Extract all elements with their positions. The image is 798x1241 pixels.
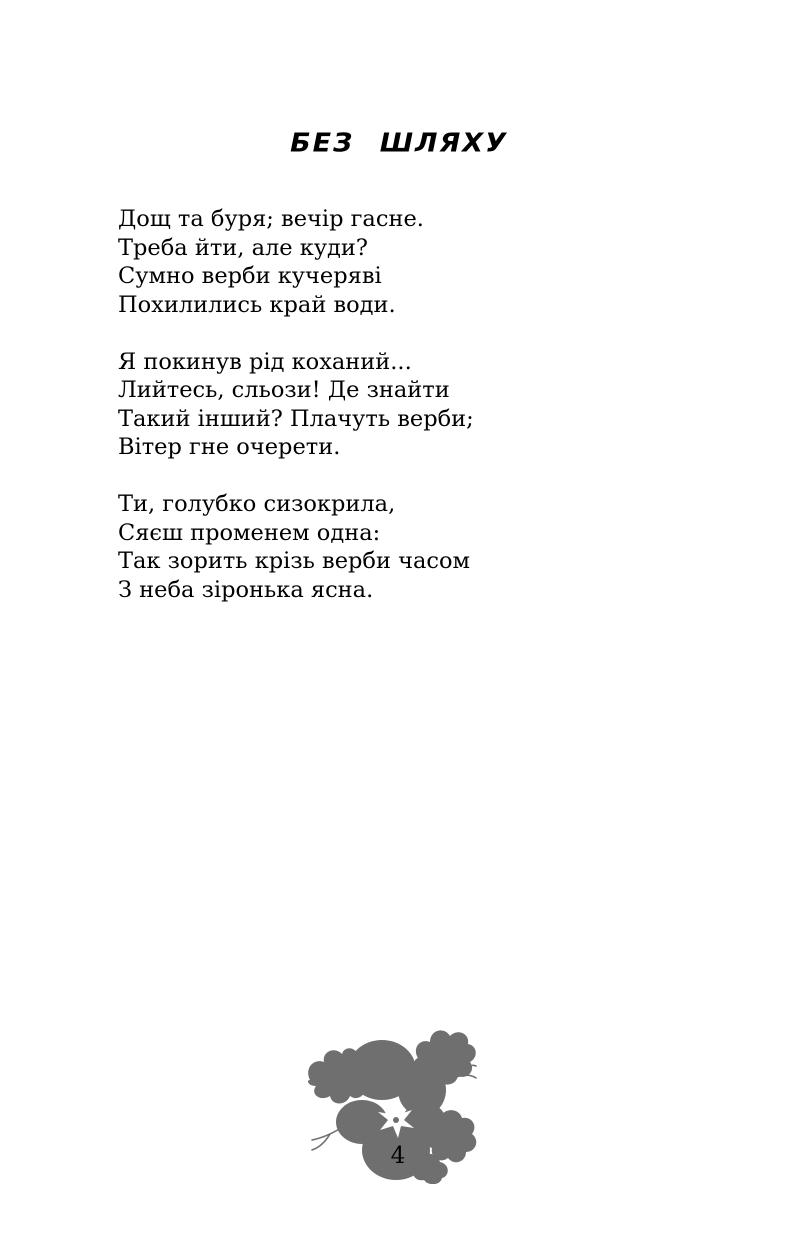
poem-line: Треба йти, але куди? <box>118 234 368 261</box>
poem-line: Сумно верби кучеряві <box>118 263 382 289</box>
poem-line: Лийтесь, сльози! Де знайти <box>118 377 450 403</box>
poem-line: Такий інший? Плачуть верби; <box>118 405 474 432</box>
poem-title: БЕЗ ШЛЯХУ <box>290 128 508 159</box>
stanza <box>118 205 718 319</box>
poem-line: Сяєш променем одна: <box>118 519 381 546</box>
poem-line: Вітер гне очерети. <box>118 434 341 460</box>
poem-line: Похилились край води. <box>118 291 396 318</box>
poem-body <box>118 205 718 633</box>
stanza <box>118 348 718 462</box>
poem-line: Ти, голубко сизокрила, <box>118 491 396 517</box>
poem-line: Дощ та буря; вечір гасне. <box>118 206 424 232</box>
page-number: 4 <box>390 1143 406 1169</box>
poem-line: З неба зіронька ясна. <box>118 576 374 603</box>
stanza <box>118 490 718 604</box>
poem-line: Так зорить крізь верби часом <box>118 548 471 574</box>
poem-line: Я покинув рід коханий... <box>118 348 412 375</box>
